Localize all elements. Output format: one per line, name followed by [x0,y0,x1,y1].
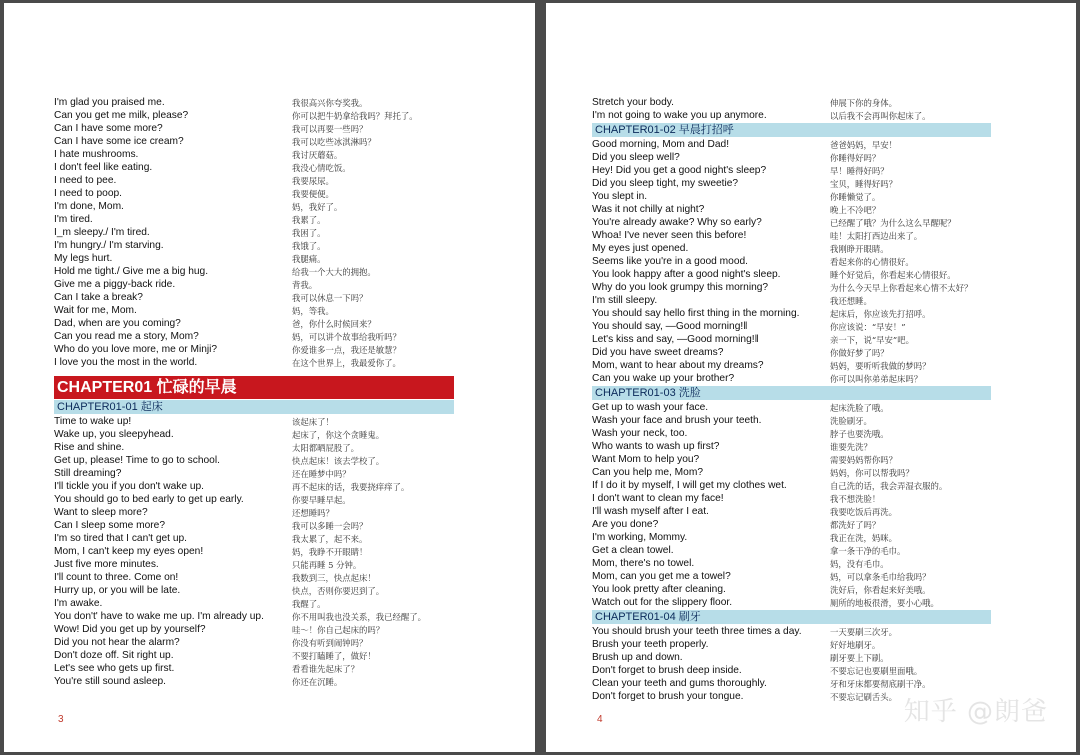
english-phrase: Wash your neck, too. [592,428,688,439]
chinese-translation: 起床后，你应该先打招呼。 [830,308,931,319]
chinese-translation: 我不想洗脸！ [830,493,881,504]
chinese-translation: 快点，否则你要迟到了。 [292,585,385,596]
section-heading: CHAPTER01-04 刷牙 [592,610,991,624]
phrase-row [54,532,454,545]
phrase-list [592,96,991,122]
phrase-row [54,330,454,343]
phrase-row [54,441,454,454]
english-phrase: Mom, can you get me a towel? [592,571,731,582]
phrase-row [54,278,454,291]
chinese-translation: 好好地刷牙。 [830,639,881,650]
chinese-translation: 还在睡梦中吗？ [292,468,351,479]
phrase-row [54,96,454,109]
phrase-row [592,453,991,466]
phrase-row [54,571,454,584]
english-phrase: Whoa! I've never seen this before! [592,230,747,241]
chinese-translation: 伸展下你的身体。 [830,97,897,108]
chinese-translation: 亲一下，说“早安”吧。 [830,334,914,345]
english-phrase: Dad, when are you coming? [54,318,181,329]
english-phrase: Can I have some more? [54,123,163,134]
english-phrase: Did you sleep tight, my sweetie? [592,178,739,189]
phrase-row [54,519,454,532]
phrase-list [54,96,454,369]
phrase-row [54,467,454,480]
phrase-row [592,229,991,242]
english-phrase: Wow! Did you get up by yourself? [54,624,206,635]
english-phrase: You should go to bed early to get up early. [54,494,244,505]
english-phrase: Who wants to wash up first? [592,441,720,452]
english-phrase: Want to sleep more? [54,507,148,518]
chinese-translation: 自己洗的话，我会弄湿衣服的。 [830,480,948,491]
english-phrase: Was it not chilly at night? [592,204,705,215]
phrase-row [592,518,991,531]
section-heading: CHAPTER01-02 早晨打招呼 [592,123,991,137]
english-phrase: Get up to wash your face. [592,402,709,413]
chinese-translation: 为什么今天早上你看起来心情不太好？ [830,282,973,293]
english-phrase: Hey! Did you get a good night's sleep? [592,165,767,176]
english-phrase: Brush your teeth properly. [592,639,709,650]
phrase-row [54,174,454,187]
chinese-translation: 背我。 [292,279,318,290]
english-phrase: I don't feel like eating. [54,162,153,173]
english-phrase: Let's see who gets up first. [54,663,175,674]
english-phrase: Did you sleep well? [592,152,680,163]
chinese-translation: 哇！太阳打西边出来了。 [830,230,923,241]
english-phrase: My legs hurt. [54,253,113,264]
chinese-translation: 爸，你什么时候回来？ [292,318,376,329]
chinese-translation: 你要早睡早起。 [292,494,351,505]
phrase-row [54,636,454,649]
chinese-translation: 起床了，你这个贪睡鬼。 [292,429,385,440]
phrase-row [54,200,454,213]
phrase-row [592,651,991,664]
chinese-translation: 你做好梦了吗？ [830,347,889,358]
chinese-translation: 我可以休息一下吗？ [292,292,368,303]
phrase-row [54,356,454,369]
phrase-row [592,268,991,281]
english-phrase: You look pretty after cleaning. [592,584,726,595]
phrase-row [592,531,991,544]
chinese-translation: 我很高兴你夸奖我。 [292,97,368,108]
page-number: 3 [58,714,64,725]
phrase-row [592,401,991,414]
chinese-translation: 你应该说：“早安！” [830,321,906,332]
phrase-row [592,96,991,109]
english-phrase: I'll tickle you if you don't wake up. [54,481,204,492]
chinese-translation: 我醒了。 [292,598,326,609]
english-phrase: Are you done? [592,519,659,530]
english-phrase: I'm hungry./ I'm starving. [54,240,164,251]
phrase-row [592,242,991,255]
chinese-translation: 妈，等我。 [292,305,334,316]
chinese-translation: 该起床了！ [292,416,334,427]
english-phrase: My eyes just opened. [592,243,689,254]
page-content [54,96,454,688]
phrase-row [54,480,454,493]
english-phrase: I_m sleepy./ I'm tired. [54,227,150,238]
english-phrase: Mom, I can't keep my eyes open! [54,546,204,557]
english-phrase: Brush up and down. [592,652,683,663]
phrase-row [592,346,991,359]
english-phrase: I'm not going to wake you up anymore. [592,110,767,121]
chinese-translation: 不要忘记也要刷里面哦。 [830,665,923,676]
english-phrase: I'll count to three. Come on! [54,572,179,583]
phrase-row [54,415,454,428]
phrase-row [54,252,454,265]
phrase-row [54,135,454,148]
chinese-translation: 太阳都晒屁股了。 [292,442,359,453]
chinese-translation: 你爱谁多一点，我还是敏慧？ [292,344,401,355]
english-phrase: Why do you look grumpy this morning? [592,282,769,293]
chinese-translation: 我正在洗，妈咪。 [830,532,897,543]
section-list [592,123,991,703]
chinese-translation: 晚上不冷吧？ [830,204,881,215]
phrase-row [54,545,454,558]
phrase-row [592,557,991,570]
chinese-translation: 你可以叫你弟弟起床吗？ [830,373,923,384]
english-phrase: Did you have sweet dreams? [592,347,724,358]
phrase-row [592,307,991,320]
english-phrase: Just five more minutes. [54,559,159,570]
english-phrase: I'm done, Mom. [54,201,124,212]
phrase-row [54,122,454,135]
phrase-list [592,138,991,385]
chinese-translation: 看看谁先起床了？ [292,663,359,674]
chinese-translation: 我可以多睡一会吗？ [292,520,368,531]
phrase-row [592,359,991,372]
phrase-list [54,415,454,688]
phrase-row [54,109,454,122]
english-phrase: I need to pee. [54,175,117,186]
chinese-translation: 我讨厌蘑菇。 [292,149,343,160]
chinese-translation: 脖子也要洗哦。 [830,428,889,439]
phrase-row [592,570,991,583]
english-phrase: Can you help me, Mom? [592,467,703,478]
english-phrase: Don't forget to brush your tongue. [592,691,744,702]
phrase-row [592,544,991,557]
phrase-row [54,662,454,675]
english-phrase: I'm working, Mommy. [592,532,688,543]
chinese-translation: 你没有听到闹钟吗？ [292,637,368,648]
chinese-translation: 我腿痛。 [292,253,326,264]
phrase-row [592,664,991,677]
document-page-left [4,3,535,752]
chinese-translation: 我刚睁开眼睛。 [830,243,889,254]
chinese-translation: 宝贝，睡得好吗？ [830,178,897,189]
page-number: 4 [597,714,603,725]
english-phrase: Can you get me milk, please? [54,110,189,121]
chinese-translation: 不要打瞌睡了，做好！ [292,650,376,661]
phrase-row [54,265,454,278]
english-phrase: Wash your face and brush your teeth. [592,415,762,426]
english-phrase: Can I take a break? [54,292,143,303]
phrase-row [592,281,991,294]
chinese-translation: 我饿了。 [292,240,326,251]
chinese-translation: 我要尿尿。 [292,175,334,186]
english-phrase: You're still sound asleep. [54,676,167,687]
english-phrase: I hate mushrooms. [54,149,139,160]
phrase-row [54,610,454,623]
phrase-row [592,177,991,190]
phrase-row [54,584,454,597]
phrase-row [54,428,454,441]
chinese-translation: 还想睡吗？ [292,507,334,518]
phrase-row [592,333,991,346]
english-phrase: You should brush your teeth three times a day. [592,626,802,637]
phrase-row [592,596,991,609]
english-phrase: Good morning, Mom and Dad! [592,139,730,150]
phrase-row [592,427,991,440]
phrase-row [592,440,991,453]
phrase-row [592,138,991,151]
chinese-translation: 我可以再要一些吗？ [292,123,368,134]
english-phrase: If I do it by myself, I will get my clothes wet. [592,480,787,491]
phrase-row [592,414,991,427]
chinese-translation: 早！睡得好吗？ [830,165,889,176]
chinese-translation: 都洗好了吗？ [830,519,881,530]
phrase-row [592,109,991,122]
phrase-row [54,226,454,239]
chinese-translation: 我要便便。 [292,188,334,199]
phrase-row [592,677,991,690]
english-phrase: I need to poop. [54,188,122,199]
chinese-translation: 我没心情吃饭。 [292,162,351,173]
section-heading: CHAPTER01-01 起床 [54,400,454,414]
chinese-translation: 给我一个大大的拥抱。 [292,266,376,277]
english-phrase: You look happy after a good night's sleep. [592,269,781,280]
phrase-row [592,151,991,164]
chinese-translation: 牙和牙床都要彻底刷干净。 [830,678,931,689]
english-phrase: Rise and shine. [54,442,125,453]
document-page-right [546,3,1076,752]
phrase-row [54,454,454,467]
chinese-translation: 我要吃饭后再洗。 [830,506,897,517]
phrase-row [592,638,991,651]
english-phrase: Don't doze off. Sit right up. [54,650,174,661]
phrase-row [54,317,454,330]
chinese-translation: 你还在沉睡。 [292,676,343,687]
english-phrase: I'm tired. [54,214,93,225]
phrase-row [54,493,454,506]
chinese-translation: 我可以吃些冰淇淋吗？ [292,136,376,147]
phrase-row [54,675,454,688]
english-phrase: I love you the most in the world. [54,357,198,368]
english-phrase: I'm still sleepy. [592,295,658,306]
english-phrase: You slept in. [592,191,648,202]
chinese-translation: 拿一条干净的毛巾。 [830,545,906,556]
phrase-row [592,466,991,479]
phrase-row [54,343,454,356]
english-phrase: Hurry up, or you will be late. [54,585,181,596]
chinese-translation: 妈，可以拿条毛巾给我吗？ [830,571,931,582]
phrase-row [592,372,991,385]
english-phrase: You should say, ―Good morning!‖ [592,321,748,332]
chinese-translation: 洗脸刷牙。 [830,415,872,426]
watermark: 知乎 @朗爸 [903,697,1048,727]
chinese-translation: 不要忘记刷舌头。 [830,691,897,702]
chinese-translation: 需要妈妈帮你吗？ [830,454,897,465]
chinese-translation: 快点起床！该去学校了。 [292,455,385,466]
phrase-row [592,625,991,638]
english-phrase: Did you not hear the alarm? [54,637,180,648]
phrase-row [54,239,454,252]
chinese-translation: 看起来你的心情很好。 [830,256,914,267]
english-phrase: Mom, there's no towel. [592,558,695,569]
section-heading: CHAPTER01-03 洗脸 [592,386,991,400]
chinese-translation: 你睡得好吗？ [830,152,881,163]
phrase-row [592,255,991,268]
chinese-translation: 你睡懒觉了。 [830,191,881,202]
phrase-row [592,190,991,203]
english-phrase: Can you read me a story, Mom? [54,331,199,342]
chinese-translation: 妈妈，你可以帮我吗？ [830,467,914,478]
chinese-translation: 妈，我睁不开眼睛！ [292,546,368,557]
phrase-list [592,401,991,609]
english-phrase: Seems like you're in a good mood. [592,256,748,267]
chinese-translation: 妈，没有毛巾。 [830,558,889,569]
english-phrase: Get a clean towel. [592,545,674,556]
phrase-row [592,164,991,177]
phrase-row [54,187,454,200]
chinese-translation: 洗好后，你看起来好美哦。 [830,584,931,595]
chinese-translation: 我困了。 [292,227,326,238]
english-phrase: I'll wash myself after I eat. [592,506,709,517]
english-phrase: Want Mom to help you? [592,454,700,465]
phrase-row [54,506,454,519]
english-phrase: Clean your teeth and gums thoroughly. [592,678,767,689]
english-phrase: Wait for me, Mom. [54,305,137,316]
english-phrase: I'm glad you praised me. [54,97,165,108]
chinese-translation: 你可以把牛奶拿给我吗？拜托了。 [292,110,418,121]
english-phrase: Hold me tight./ Give me a big hug. [54,266,209,277]
phrase-row [592,492,991,505]
phrase-row [592,505,991,518]
chinese-translation: 以后我不会再叫你起床了。 [830,110,931,121]
english-phrase: Stretch your body. [592,97,674,108]
phrase-row [54,213,454,226]
chinese-translation: 只能再睡 5 分钟。 [292,559,362,570]
chinese-translation: 妈妈，要听听我做的梦吗？ [830,360,931,371]
phrase-row [592,203,991,216]
chinese-translation: 我还想睡。 [830,295,872,306]
page-content [592,96,991,703]
english-phrase: I'm so tired that I can't get up. [54,533,187,544]
phrase-row [54,291,454,304]
phrase-row [592,216,991,229]
chinese-translation: 妈，可以讲个故事给我听吗？ [292,331,401,342]
phrase-row [54,304,454,317]
english-phrase: You don't' have to wake me up. I'm already up. [54,611,264,622]
phrase-row [54,161,454,174]
chinese-translation: 再不起床的话，我要挠痒痒了。 [292,481,410,492]
chinese-translation: 已经醒了哦？为什么这么早醒呢？ [830,217,956,228]
chinese-translation: 我累了。 [292,214,326,225]
chinese-translation: 厕所的地板很滑，要小心哦。 [830,597,939,608]
phrase-row [54,623,454,636]
phrase-row [54,558,454,571]
chinese-translation: 哇～！你自己起床的吗？ [292,624,385,635]
english-phrase: Wake up, you sleepyhead. [54,429,174,440]
phrase-row [54,597,454,610]
chinese-translation: 爸爸妈妈，早安！ [830,139,897,150]
chinese-translation: 你不用叫我也没关系，我已经醒了。 [292,611,426,622]
english-phrase: Can I have some ice cream? [54,136,184,147]
chinese-translation: 谁要先洗？ [830,441,872,452]
phrase-row [54,148,454,161]
english-phrase: Can I sleep some more? [54,520,165,531]
chinese-translation: 刷牙要上下刷。 [830,652,889,663]
english-phrase: Still dreaming? [54,468,122,479]
phrase-row [54,649,454,662]
english-phrase: Get up, please! Time to go to school. [54,455,220,466]
english-phrase: Mom, want to hear about my dreams? [592,360,764,371]
english-phrase: Who do you love more, me or Minji? [54,344,218,355]
english-phrase: Watch out for the slippery floor. [592,597,733,608]
english-phrase: Give me a piggy-back ride. [54,279,176,290]
english-phrase: Let's kiss and say, ―Good morning!‖ [592,334,759,345]
english-phrase: You should say hello first thing in the morning. [592,308,800,319]
chinese-translation: 我太累了，起不来。 [292,533,368,544]
english-phrase: Time to wake up! [54,416,132,427]
phrase-row [592,320,991,333]
english-phrase: Don't forget to brush deep inside. [592,665,742,676]
chinese-translation: 我数到三，快点起床！ [292,572,376,583]
phrase-row [592,583,991,596]
chinese-translation: 一天要刷三次牙。 [830,626,897,637]
chinese-translation: 妈，我好了。 [292,201,343,212]
chapter-heading: CHAPTER01 忙碌的早晨 [54,376,454,399]
chinese-translation: 起床洗脸了哦。 [830,402,889,413]
english-phrase: I'm awake. [54,598,103,609]
phrase-row [592,294,991,307]
english-phrase: Can you wake up your brother? [592,373,735,384]
english-phrase: You're already awake? Why so early? [592,217,762,228]
chinese-translation: 在这个世界上，我最爱你了。 [292,357,401,368]
phrase-row [592,479,991,492]
english-phrase: I don't want to clean my face! [592,493,724,504]
chinese-translation: 睡个好觉后，你看起来心情很好。 [830,269,956,280]
